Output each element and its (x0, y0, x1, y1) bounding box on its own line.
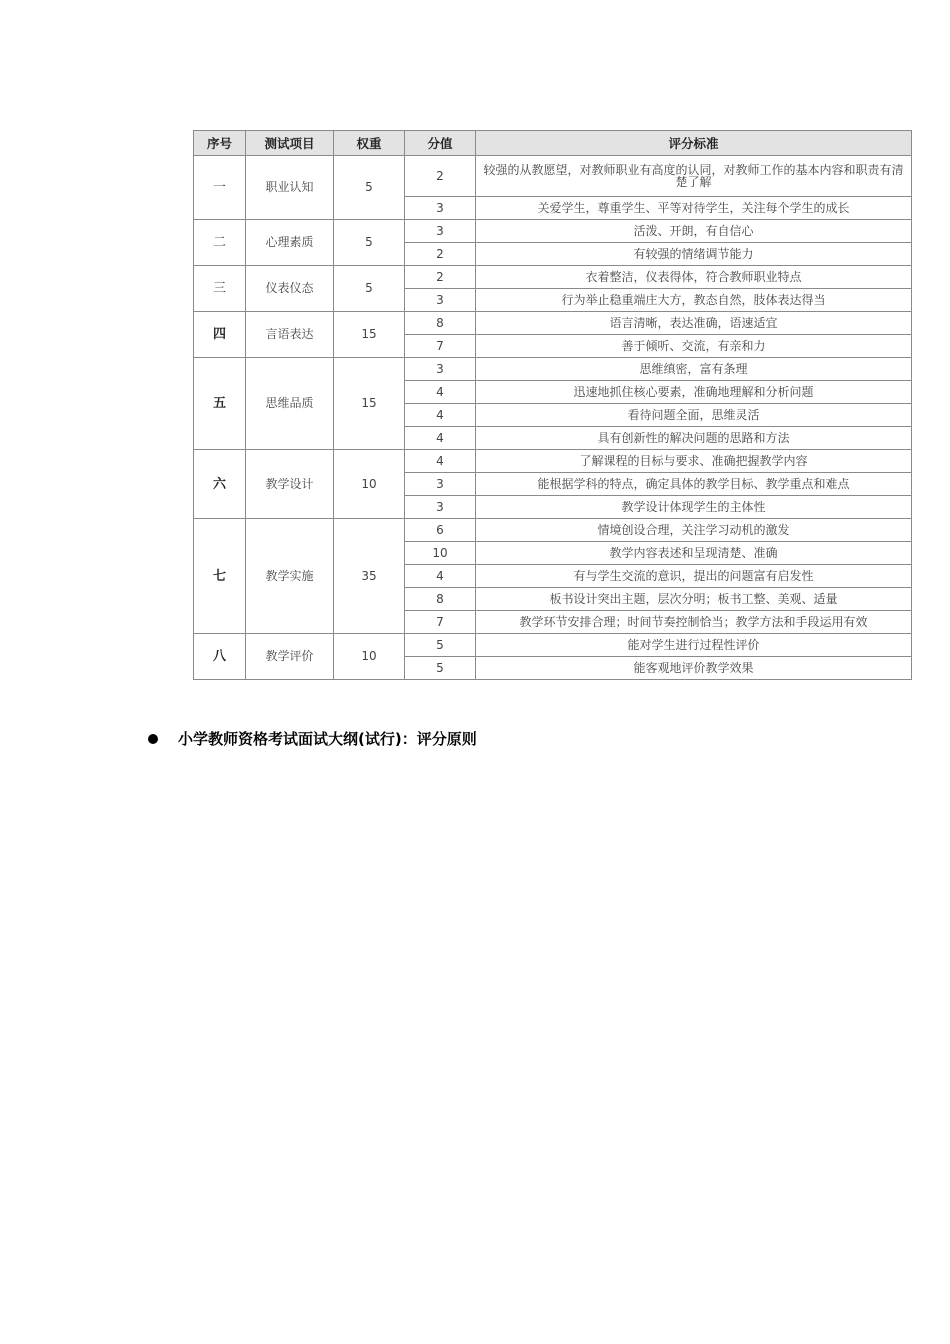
cell-criterion: 活泼、开朗，有自信心 (476, 220, 912, 243)
cell-criterion: 能客观地评价教学效果 (476, 657, 912, 680)
cell-score: 2 (405, 243, 476, 266)
cell-criterion: 有较强的情绪调节能力 (476, 243, 912, 266)
cell-score: 3 (405, 220, 476, 243)
scoring-table (193, 130, 912, 680)
cell-test-item: 思维品质 (246, 358, 334, 450)
cell-criterion: 教学环节安排合理；时间节奏控制恰当；教学方法和手段运用有效 (476, 611, 912, 634)
cell-score: 3 (405, 358, 476, 381)
section-heading (148, 728, 477, 749)
cell-score: 2 (405, 156, 476, 197)
cell-weight: 15 (334, 312, 405, 358)
cell-criterion: 思维缜密，富有条理 (476, 358, 912, 381)
cell-score: 4 (405, 565, 476, 588)
table-row (194, 634, 912, 657)
cell-score: 4 (405, 427, 476, 450)
cell-criterion: 能对学生进行过程性评价 (476, 634, 912, 657)
cell-criterion: 有与学生交流的意识，提出的问题富有启发性 (476, 565, 912, 588)
cell-weight: 5 (334, 266, 405, 312)
cell-score: 8 (405, 312, 476, 335)
cell-score: 7 (405, 611, 476, 634)
cell-test-item: 言语表达 (246, 312, 334, 358)
cell-criterion: 能根据学科的特点，确定具体的教学目标、教学重点和难点 (476, 473, 912, 496)
cell-score: 4 (405, 404, 476, 427)
cell-criterion: 情境创设合理，关注学习动机的激发 (476, 519, 912, 542)
cell-score: 8 (405, 588, 476, 611)
cell-score: 3 (405, 496, 476, 519)
table-body (194, 156, 912, 680)
cell-score: 4 (405, 450, 476, 473)
cell-weight: 35 (334, 519, 405, 634)
cell-weight: 10 (334, 634, 405, 680)
cell-seq: 五 (194, 358, 246, 450)
cell-criterion: 教学设计体现学生的主体性 (476, 496, 912, 519)
cell-weight: 10 (334, 450, 405, 519)
bullet-icon (148, 734, 158, 744)
cell-score: 3 (405, 197, 476, 220)
cell-test-item: 教学设计 (246, 450, 334, 519)
cell-criterion: 较强的从教愿望，对教师职业有高度的认同，对教师工作的基本内容和职责有清楚了解 (476, 156, 912, 197)
scoring-table-container (193, 130, 911, 680)
table-row (194, 266, 912, 289)
section-heading-text: 小学教师资格考试面试大纲(试行)：评分原则 (178, 730, 477, 748)
table-row (194, 450, 912, 473)
table-row (194, 312, 912, 335)
table-row (194, 156, 912, 197)
cell-criterion: 语言清晰，表达准确，语速适宜 (476, 312, 912, 335)
cell-weight: 5 (334, 156, 405, 220)
cell-criterion: 了解课程的目标与要求、准确把握教学内容 (476, 450, 912, 473)
cell-score: 10 (405, 542, 476, 565)
cell-test-item: 心理素质 (246, 220, 334, 266)
cell-seq: 七 (194, 519, 246, 634)
cell-seq: 二 (194, 220, 246, 266)
cell-criterion: 关爱学生，尊重学生、平等对待学生，关注每个学生的成长 (476, 197, 912, 220)
header-test-item: 测试项目 (246, 131, 334, 156)
cell-test-item: 仪表仪态 (246, 266, 334, 312)
cell-test-item: 职业认知 (246, 156, 334, 220)
cell-score: 5 (405, 634, 476, 657)
cell-criterion: 迅速地抓住核心要素，准确地理解和分析问题 (476, 381, 912, 404)
cell-test-item: 教学评价 (246, 634, 334, 680)
table-row (194, 519, 912, 542)
cell-seq: 四 (194, 312, 246, 358)
cell-test-item: 教学实施 (246, 519, 334, 634)
cell-criterion: 衣着整洁，仪表得体，符合教师职业特点 (476, 266, 912, 289)
cell-score: 2 (405, 266, 476, 289)
cell-seq: 六 (194, 450, 246, 519)
cell-score: 3 (405, 473, 476, 496)
cell-criterion: 看待问题全面，思维灵活 (476, 404, 912, 427)
cell-score: 3 (405, 289, 476, 312)
header-weight: 权重 (334, 131, 405, 156)
cell-seq: 八 (194, 634, 246, 680)
cell-weight: 15 (334, 358, 405, 450)
cell-criterion: 教学内容表述和呈现清楚、准确 (476, 542, 912, 565)
cell-seq: 一 (194, 156, 246, 220)
header-seq: 序号 (194, 131, 246, 156)
cell-criterion: 具有创新性的解决问题的思路和方法 (476, 427, 912, 450)
header-score: 分值 (405, 131, 476, 156)
table-row (194, 358, 912, 381)
cell-seq: 三 (194, 266, 246, 312)
cell-score: 6 (405, 519, 476, 542)
header-criteria: 评分标准 (476, 131, 912, 156)
table-row (194, 220, 912, 243)
cell-criterion: 善于倾听、交流，有亲和力 (476, 335, 912, 358)
cell-criterion: 行为举止稳重端庄大方，教态自然，肢体表达得当 (476, 289, 912, 312)
cell-weight: 5 (334, 220, 405, 266)
cell-score: 7 (405, 335, 476, 358)
cell-score: 5 (405, 657, 476, 680)
cell-score: 4 (405, 381, 476, 404)
cell-criterion: 板书设计突出主题，层次分明；板书工整、美观、适量 (476, 588, 912, 611)
table-header-row (194, 131, 912, 156)
